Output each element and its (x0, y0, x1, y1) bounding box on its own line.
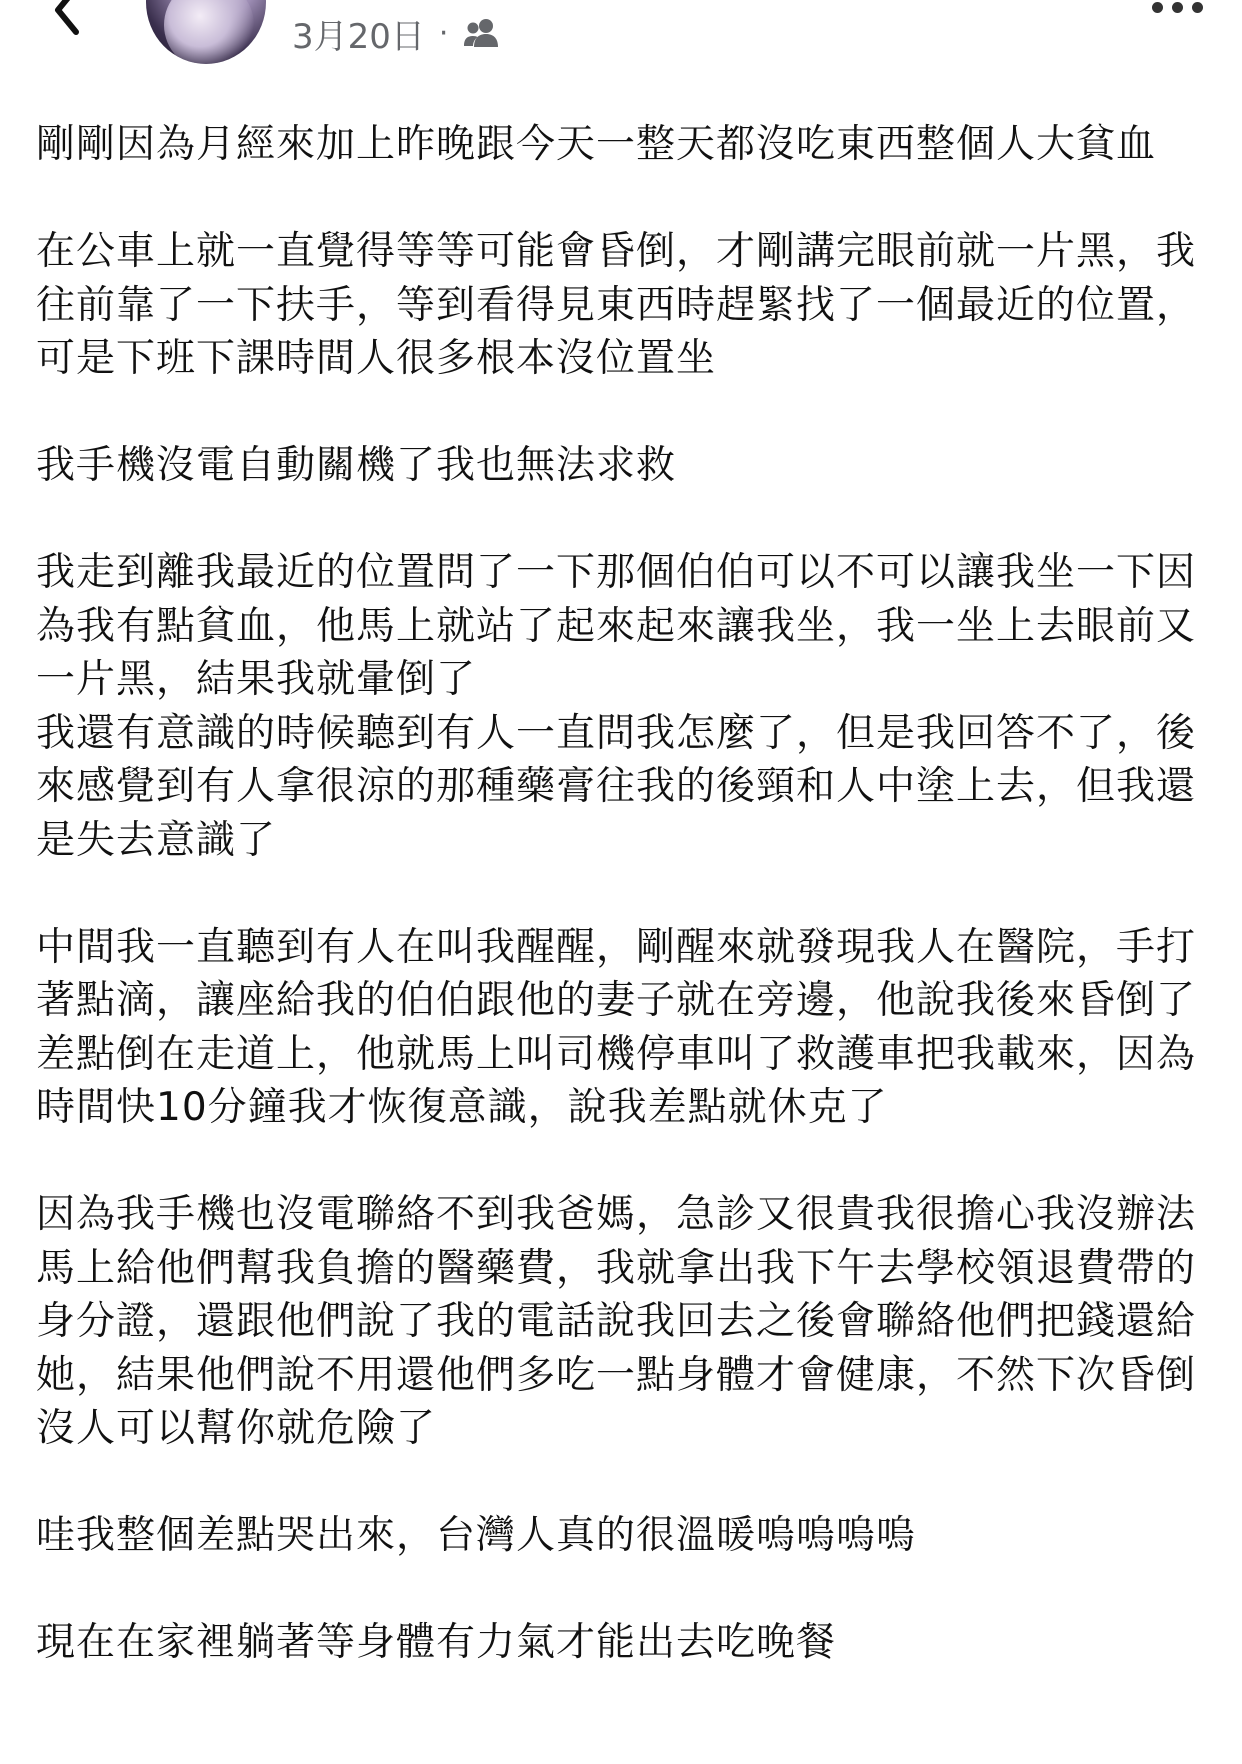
post-paragraph: 現在在家裡躺著等身體有力氣才能出去吃晚餐 (36, 1620, 837, 1665)
friends-icon (462, 17, 502, 49)
post-paragraph: 哇我整個差點哭出來，台灣人真的很溫暖嗚嗚嗚嗚 (36, 1513, 917, 1558)
post-paragraph: 我還有意識的時候聽到有人一直問我怎麼了，但是我回答不了，後來感覺到有人拿很涼的那種藥膏往我的後頸和人中塗上去，但我還是失去意識了 (36, 710, 1197, 863)
post-paragraph: 我走到離我最近的位置問了一下那個伯伯可以不可以讓我坐一下因為我有點貧血，他馬上就站了起來起來讓我坐，我一坐上去眼前又一片黑，結果我就暈倒了 (36, 550, 1197, 702)
post-paragraph: 我手機沒電自動關機了我也無法求救 (36, 443, 677, 488)
avatar[interactable] (146, 0, 266, 64)
post-paragraph: 剛剛因為月經來加上昨晚跟今天一整天都沒吃東西整個人大貧血 (36, 122, 1157, 167)
post-date[interactable]: 3月20日 (292, 16, 425, 57)
more-options-button[interactable] (1148, 0, 1208, 24)
post-meta (292, 8, 502, 58)
more-horizontal-icon (1172, 2, 1183, 13)
meta-separator: · (438, 15, 449, 51)
back-button[interactable] (40, 0, 100, 40)
chevron-left-icon (40, 0, 100, 40)
post-header (0, 0, 1242, 80)
post-paragraph: 在公車上就一直覺得等等可能會昏倒，才剛講完眼前就一片黑，我往前靠了一下扶手，等到看得見東西時趕緊找了一個最近的位置，可是下班下課時間人很多根本沒位置坐 (36, 229, 1197, 381)
post-paragraph: 中間我一直聽到有人在叫我醒醒，剛醒來就發現我人在醫院，手打著點滴，讓座給我的伯伯跟他的妻子就在旁邊，他說我後來昏倒了差點倒在走道上，他就馬上叫司機停車叫了救護車把我載來，因為時間快10分鐘我才恢復意識，說我差點就休克了 (36, 924, 1197, 1130)
more-horizontal-icon (1192, 2, 1203, 13)
post-paragraph: 因為我手機也沒電聯絡不到我爸媽，急診又很貴我很擔心我沒辦法馬上給他們幫我負擔的醫藥費，我就拿出我下午去學校領退費帶的身分證，還跟他們說了我的電話說我回去之後會聯絡他們把錢還給她，結果他們說不用還他們多吃一點身體才會健康，不然下次昏倒沒人可以幫你就危險了 (36, 1192, 1197, 1451)
more-horizontal-icon (1152, 2, 1163, 13)
post-body (36, 118, 1216, 1723)
